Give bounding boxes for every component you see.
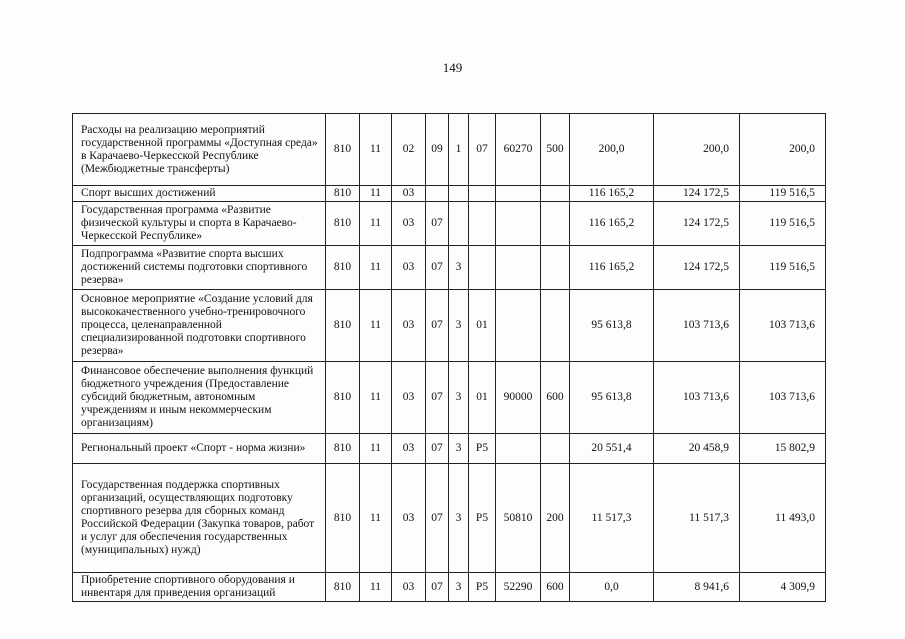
subprogram-code: 1 <box>449 114 469 186</box>
table-row <box>73 202 826 246</box>
amount-year3: 4 309,9 <box>740 573 826 602</box>
subsection-code: 03 <box>392 464 426 573</box>
event-code: 01 <box>469 290 496 362</box>
subprogram-code: 3 <box>449 434 469 464</box>
event-code: P5 <box>469 434 496 464</box>
amount-year2: 8 941,6 <box>654 573 740 602</box>
amount-year3: 119 516,5 <box>740 186 826 202</box>
row-name: Приобретение спортивного оборудования и инвентаря для приведения организаций <box>73 573 326 602</box>
expense-type-code <box>541 186 570 202</box>
table-row <box>73 362 826 434</box>
amount-year1: 200,0 <box>570 114 654 186</box>
section-code: 11 <box>360 246 392 290</box>
subprogram-code: 3 <box>449 464 469 573</box>
ministry-code: 810 <box>326 290 360 362</box>
expense-type-code <box>541 202 570 246</box>
budget-table <box>72 113 826 602</box>
direction-code <box>496 434 541 464</box>
program-code: 07 <box>426 464 449 573</box>
event-code: P5 <box>469 573 496 602</box>
amount-year1: 11 517,3 <box>570 464 654 573</box>
amount-year3: 15 802,9 <box>740 434 826 464</box>
amount-year1: 95 613,8 <box>570 290 654 362</box>
expense-type-code: 600 <box>541 362 570 434</box>
subsection-code: 03 <box>392 573 426 602</box>
row-name: Спорт высших достижений <box>73 186 326 202</box>
subsection-code: 03 <box>392 202 426 246</box>
table-row <box>73 246 826 290</box>
row-name: Государственная поддержка спортивных организаций, осуществляющих подготовку спортивного резерва для сборных команд Российской Федерации (Закупка товаров, работ и услуг для обеспечения государственных (муниципальных) нужд) <box>73 464 326 573</box>
page-number: 149 <box>442 60 463 75</box>
amount-year2: 124 172,5 <box>654 186 740 202</box>
expense-type-code: 500 <box>541 114 570 186</box>
program-code: 07 <box>426 290 449 362</box>
table-row <box>73 114 826 186</box>
amount-year1: 0,0 <box>570 573 654 602</box>
amount-year3: 119 516,5 <box>740 202 826 246</box>
expense-type-code <box>541 246 570 290</box>
subprogram-code <box>449 186 469 202</box>
expense-type-code: 200 <box>541 464 570 573</box>
section-code: 11 <box>360 434 392 464</box>
subsection-code: 03 <box>392 362 426 434</box>
subsection-code: 03 <box>392 246 426 290</box>
program-code: 07 <box>426 362 449 434</box>
program-code: 07 <box>426 246 449 290</box>
section-code: 11 <box>360 202 392 246</box>
event-code <box>469 202 496 246</box>
ministry-code: 810 <box>326 464 360 573</box>
direction-code <box>496 202 541 246</box>
event-code: 07 <box>469 114 496 186</box>
table-row <box>73 186 826 202</box>
program-code: 07 <box>426 573 449 602</box>
subprogram-code <box>449 202 469 246</box>
section-code: 11 <box>360 290 392 362</box>
direction-code <box>496 186 541 202</box>
expense-type-code <box>541 434 570 464</box>
row-name: Подпрограмма «Развитие спорта высших достижений системы подготовки спортивного резерва» <box>73 246 326 290</box>
direction-code <box>496 246 541 290</box>
direction-code <box>496 290 541 362</box>
amount-year2: 11 517,3 <box>654 464 740 573</box>
ministry-code: 810 <box>326 114 360 186</box>
program-code: 07 <box>426 202 449 246</box>
table-row <box>73 573 826 602</box>
expense-type-code: 600 <box>541 573 570 602</box>
row-name: Государственная программа «Развитие физической культуры и спорта в Карачаево-Черкесской Республике» <box>73 202 326 246</box>
ministry-code: 810 <box>326 573 360 602</box>
amount-year2: 103 713,6 <box>654 362 740 434</box>
amount-year1: 116 165,2 <box>570 246 654 290</box>
subprogram-code: 3 <box>449 246 469 290</box>
section-code: 11 <box>360 464 392 573</box>
subsection-code: 02 <box>392 114 426 186</box>
direction-code: 60270 <box>496 114 541 186</box>
table-row <box>73 290 826 362</box>
amount-year2: 20 458,9 <box>654 434 740 464</box>
direction-code: 90000 <box>496 362 541 434</box>
amount-year3: 200,0 <box>740 114 826 186</box>
event-code <box>469 186 496 202</box>
direction-code: 52290 <box>496 573 541 602</box>
subprogram-code: 3 <box>449 362 469 434</box>
subsection-code: 03 <box>392 290 426 362</box>
row-name: Финансовое обеспечение выполнения функций бюджетного учреждения (Предоставление субсидий бюджетным, автономным учреждениям и иным некоммерческим организациям) <box>73 362 326 434</box>
program-code <box>426 186 449 202</box>
expense-type-code <box>541 290 570 362</box>
event-code: P5 <box>469 464 496 573</box>
amount-year2: 200,0 <box>654 114 740 186</box>
amount-year3: 119 516,5 <box>740 246 826 290</box>
ministry-code: 810 <box>326 246 360 290</box>
amount-year3: 103 713,6 <box>740 362 826 434</box>
amount-year3: 103 713,6 <box>740 290 826 362</box>
ministry-code: 810 <box>326 186 360 202</box>
row-name: Региональный проект «Спорт - норма жизни» <box>73 434 326 464</box>
table-row <box>73 434 826 464</box>
amount-year3: 11 493,0 <box>740 464 826 573</box>
row-name: Основное мероприятие «Создание условий для высококачественного учебно-тренировочного процесса, целенаправленной специализированной подготовки спортивного резерва» <box>73 290 326 362</box>
event-code: 01 <box>469 362 496 434</box>
subprogram-code: 3 <box>449 290 469 362</box>
amount-year1: 116 165,2 <box>570 202 654 246</box>
amount-year2: 124 172,5 <box>654 202 740 246</box>
program-code: 09 <box>426 114 449 186</box>
ministry-code: 810 <box>326 202 360 246</box>
amount-year2: 124 172,5 <box>654 246 740 290</box>
row-name: Расходы на реализацию мероприятий государственной программы «Доступная среда» в Карачаево-Черкесской Республике (Межбюджетные трансферты) <box>73 114 326 186</box>
section-code: 11 <box>360 114 392 186</box>
amount-year1: 116 165,2 <box>570 186 654 202</box>
subprogram-code: 3 <box>449 573 469 602</box>
subsection-code: 03 <box>392 186 426 202</box>
amount-year1: 95 613,8 <box>570 362 654 434</box>
program-code: 07 <box>426 434 449 464</box>
section-code: 11 <box>360 362 392 434</box>
section-code: 11 <box>360 573 392 602</box>
subsection-code: 03 <box>392 434 426 464</box>
amount-year1: 20 551,4 <box>570 434 654 464</box>
ministry-code: 810 <box>326 434 360 464</box>
amount-year2: 103 713,6 <box>654 290 740 362</box>
section-code: 11 <box>360 186 392 202</box>
event-code <box>469 246 496 290</box>
table-row <box>73 464 826 573</box>
direction-code: 50810 <box>496 464 541 573</box>
ministry-code: 810 <box>326 362 360 434</box>
